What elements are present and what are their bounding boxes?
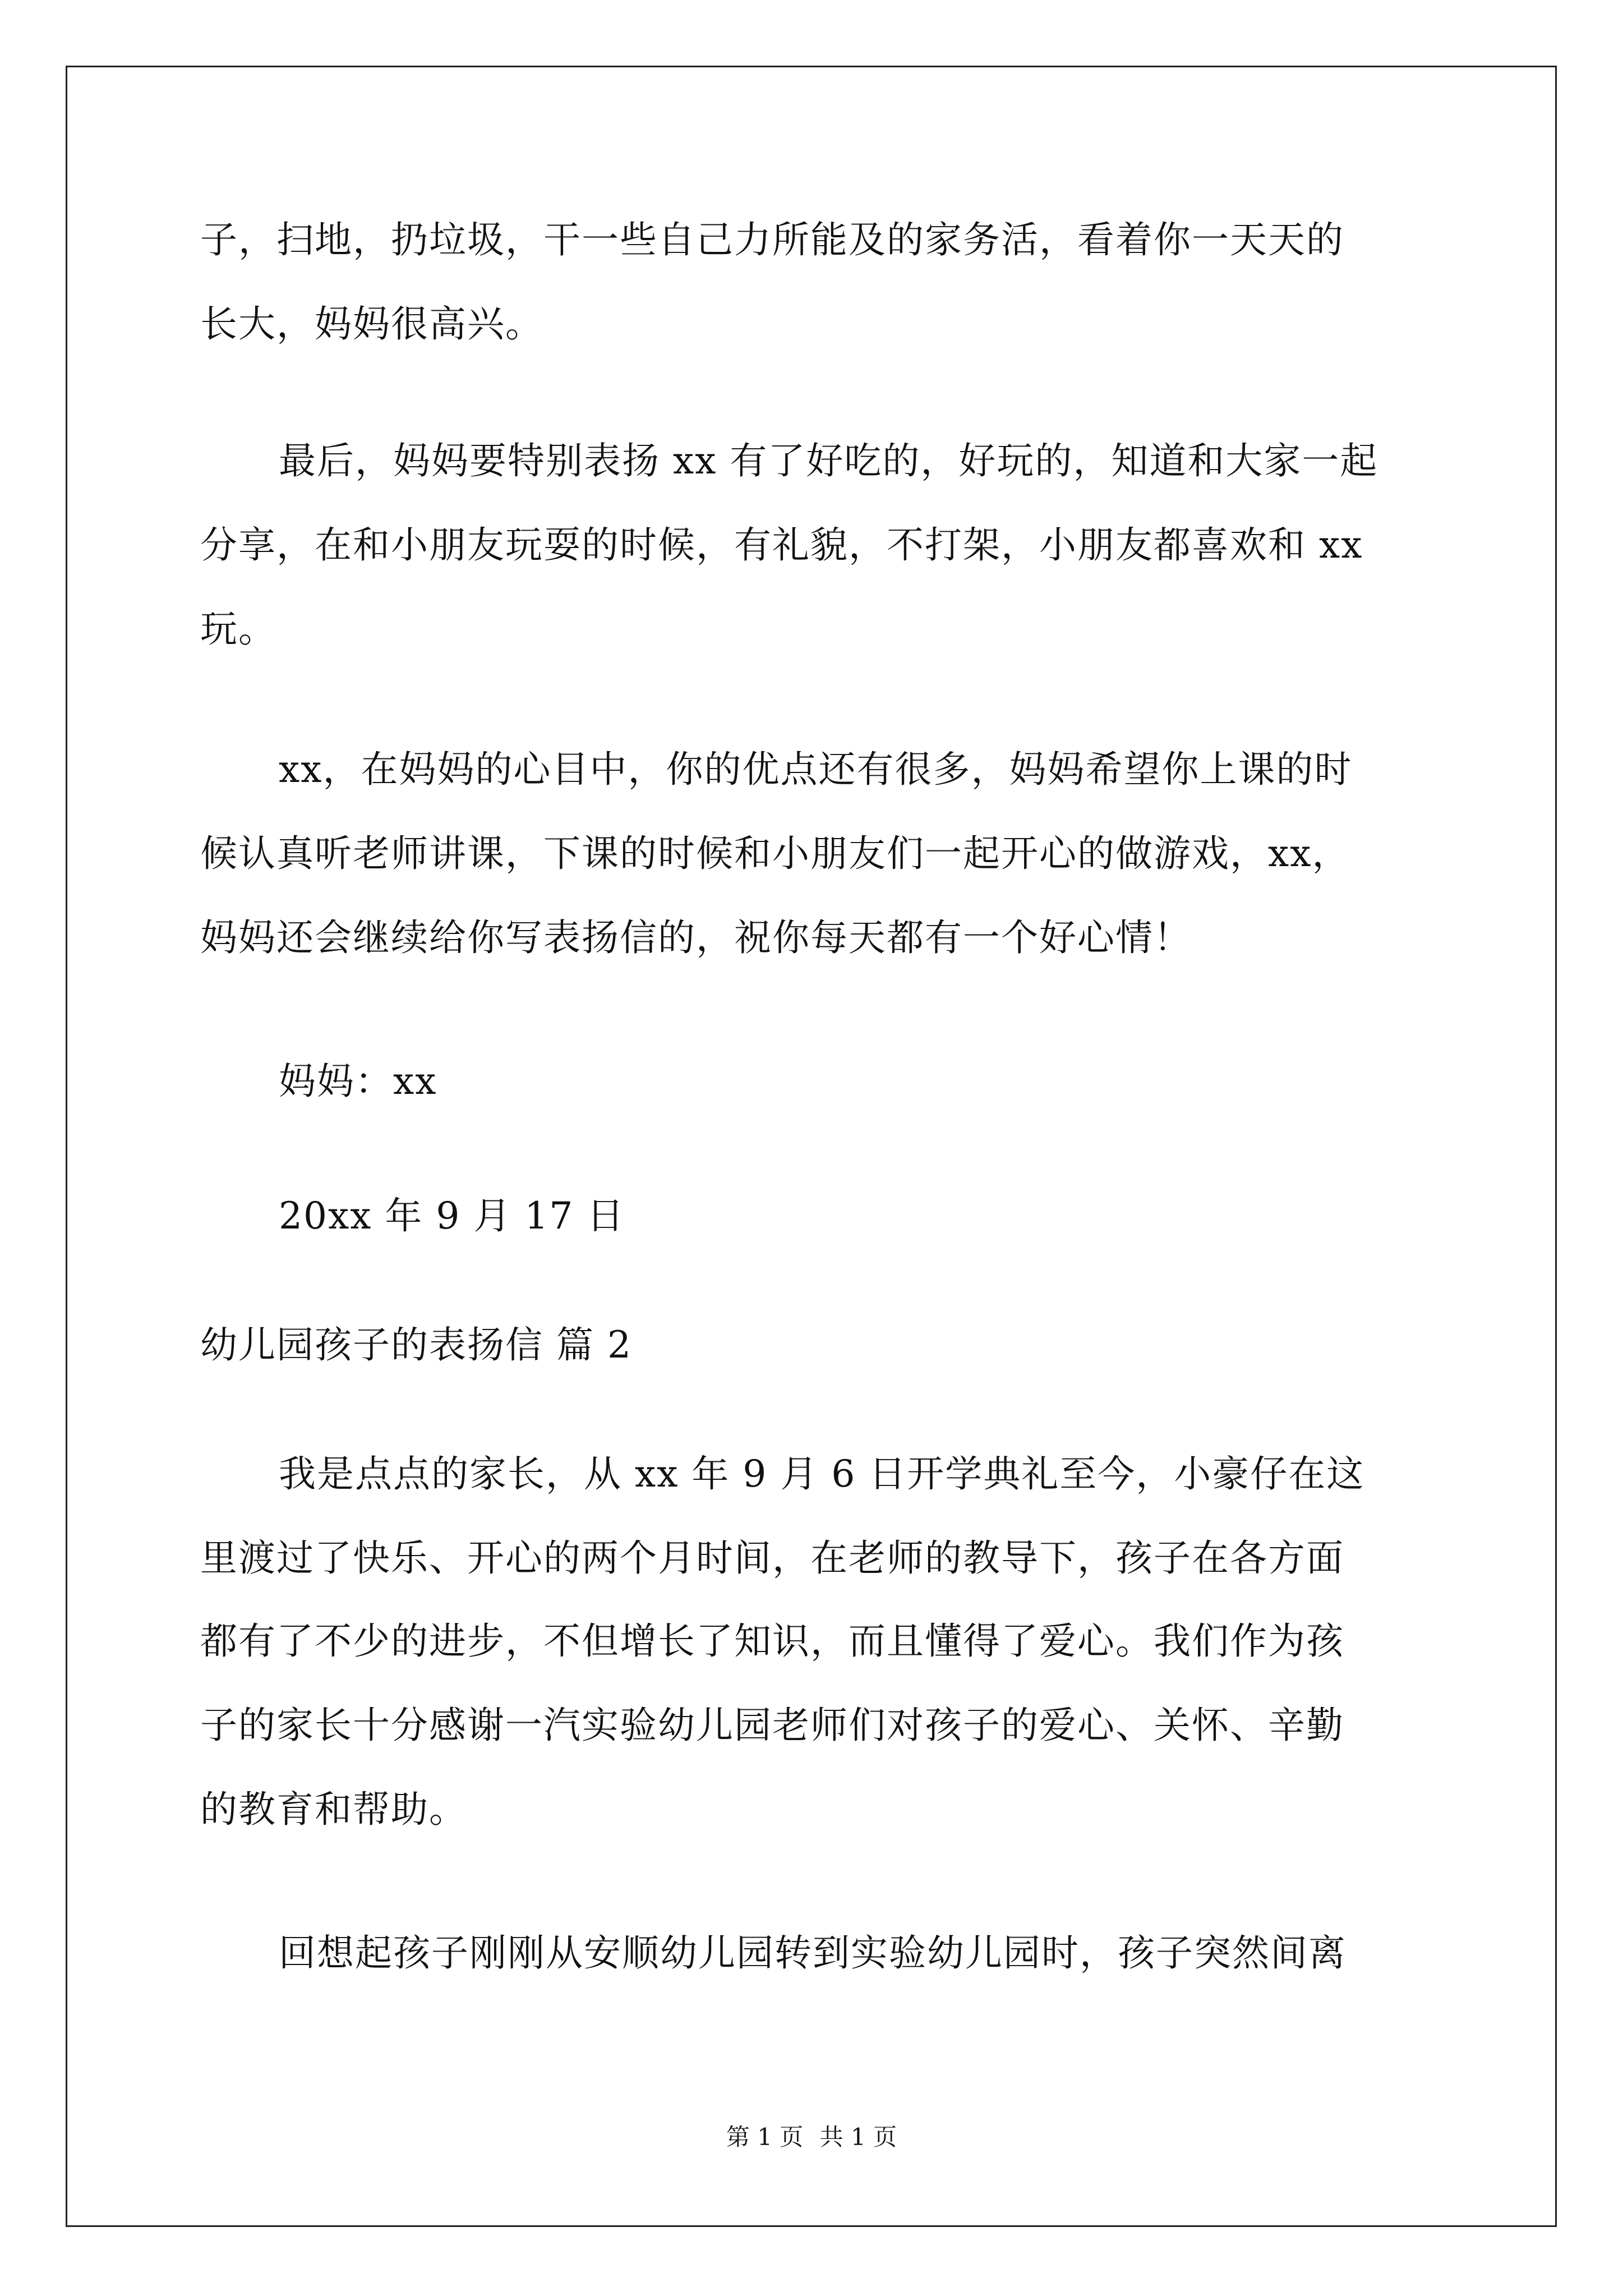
text-line: 里渡过了快乐、开心的两个月时间，在老师的教导下，孩子在各方面 (200, 1536, 1344, 1580)
text-line: 子的家长十分感谢一汽实验幼儿园老师们对孩子的爱心、关怀、辛勤 (200, 1704, 1344, 1747)
paragraph-line: 回想起孩子刚刚从安顺幼儿园转到实验幼儿园时，孩子突然间离 (279, 1931, 1347, 1975)
text-line: 候认真听老师讲课，下课的时候和小朋友们一起开心的做游戏，xx， (200, 832, 1350, 875)
text-line: 妈妈还会继续给你写表扬信的，祝你每天都有一个好心情！ (200, 916, 1192, 959)
date-line: 20xx 年 9 月 17 日 (279, 1194, 625, 1237)
text-line: 长大，妈妈很高兴。 (200, 302, 543, 346)
text-line: 都有了不少的进步，不但增长了知识，而且懂得了爱心。我们作为孩 (200, 1619, 1344, 1663)
paragraph-line: xx，在妈妈的心目中，你的优点还有很多，妈妈希望你上课的时 (279, 748, 1353, 791)
paragraph-line: 最后，妈妈要特别表扬 xx 有了好吃的，好玩的，知道和大家一起 (279, 439, 1378, 482)
page-number: 第 1 页 (726, 2123, 804, 2151)
paragraph-line: 我是点点的家长，从 xx 年 9 月 6 日开学典礼至今，小豪仔在这 (279, 1452, 1365, 1496)
signature-line: 妈妈：xx (279, 1060, 437, 1103)
section-heading: 幼儿园孩子的表扬信 篇 2 (200, 1323, 632, 1366)
text-line: 子，扫地，扔垃圾，干一些自己力所能及的家务活，看着你一天天的 (200, 218, 1344, 261)
page-footer (0, 2120, 1623, 2154)
page-total: 共 1 页 (819, 2123, 897, 2151)
text-line: 的教育和帮助。 (200, 1788, 467, 1831)
page-border (66, 66, 1557, 2227)
text-line: 玩。 (200, 608, 276, 651)
text-line: 分享，在和小朋友玩耍的时候，有礼貌，不打架，小朋友都喜欢和 xx (200, 523, 1363, 567)
